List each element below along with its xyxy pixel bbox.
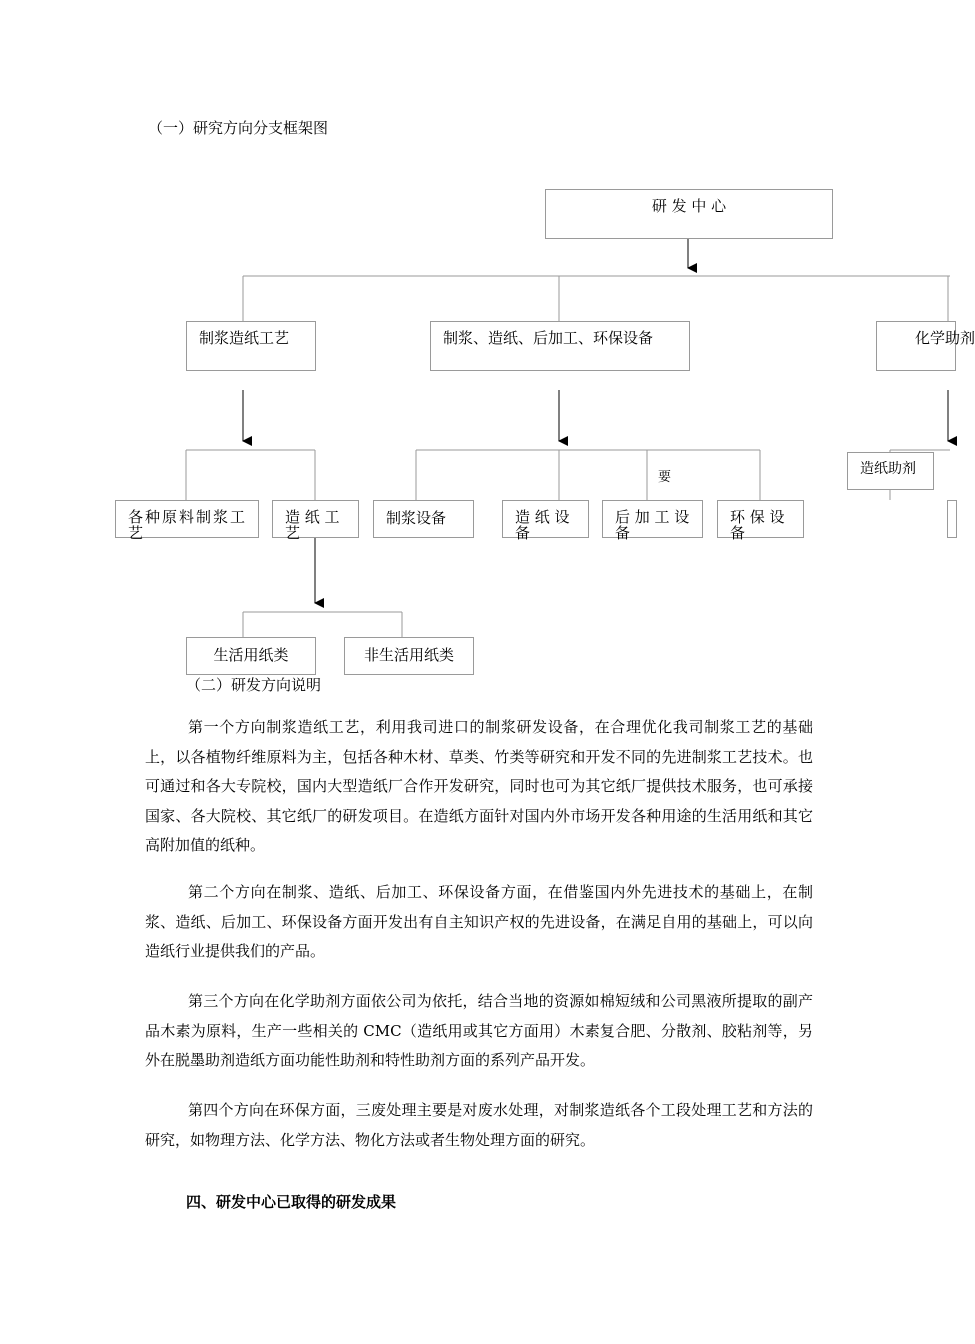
- node-household-paper: [186, 637, 316, 675]
- node-non-household-paper-label: 非生活用纸类: [363, 646, 454, 664]
- paragraph-4: 第四个方向在环保方面，三废处理主要是对废水处理，对制浆造纸各个工段处理工艺和方法的研究，如物理方法、化学方法、物化方法或者生物处理方面的研究。: [145, 1101, 813, 1149]
- node-environmental-equipment: [717, 500, 804, 542]
- node-post-processing-equipment: [602, 500, 703, 542]
- branch-equipment: [430, 321, 690, 371]
- root-node: [545, 189, 833, 239]
- node-pulping-equipment-label: 制浆设备: [386, 509, 447, 527]
- node-chemical-partial: [947, 500, 957, 538]
- section4-title: 四、研发中心已取得的研发成果: [186, 1193, 397, 1211]
- root-node-label: 研 发 中 心: [651, 197, 727, 215]
- paragraph-2: 第二个方向在制浆、造纸、后加工、环保设备方面，在借鉴国内外先进技术的基础上，在制浆、造纸、后加工、环保设备方面开发出有自主知识产权的先进设备，在满足自用的基础上，可以向造纸行业提供我们的产品。: [145, 883, 813, 960]
- branch-process-label: 制浆造纸工艺: [199, 329, 290, 347]
- section1-title: （一）研究方向分支框架图: [148, 119, 329, 137]
- node-papermaking-process: [272, 500, 359, 542]
- paragraph-3: 第三个方向在化学助剂方面依公司为依托，结合当地的资源如棉短绒和公司黑液所提取的副产品木素为原料，生产一些相关的 CMC（造纸用或其它方面用）木素复合肥、分散剂、胶粘剂等，另外在脱墨助剂造纸方面功能性助剂和特性助剂方面的系列产品开发。: [145, 992, 813, 1069]
- branch-chemical: [876, 321, 975, 371]
- node-raw-material-pulping-label: 各种原料制浆工艺: [128, 508, 248, 542]
- branch-equipment-label: 制浆、造纸、后加工、环保设备: [443, 329, 654, 347]
- node-papermaking-equipment: [502, 500, 589, 542]
- paragraph-1: 第一个方向制浆造纸工艺，利用我司进口的制浆研发设备，在合理优化我司制浆工艺的基础上，以各植物纤维原料为主，包括各种木材、草类、竹类等研究和开发不同的先进制浆工艺技术。也可通过和各大专院校，国内大型造纸厂合作开发研究，同时也可为其它纸厂提供技术服务，也可承接国家、各大院校、其它纸厂的研发项目。在造纸方面针对国内外市场开发各种用途的生活用纸和其它高附加值的纸种。: [145, 718, 813, 854]
- node-non-household-paper: [344, 637, 474, 675]
- node-household-paper-label: 生活用纸类: [213, 646, 289, 664]
- node-post-processing-equipment-label: 后 加 工 设 备: [615, 508, 690, 542]
- node-papermaking-process-label: 造 纸 工 艺: [285, 508, 340, 542]
- node-pulping-equipment: [373, 500, 474, 538]
- section2-title: （二）研发方向说明: [186, 676, 322, 694]
- branch-chemical-label: 化学助剂: [915, 329, 975, 347]
- node-raw-material-pulping: [115, 500, 259, 542]
- branch-process: [186, 321, 316, 371]
- node-papermaking-equipment-label: 造 纸 设 备: [515, 508, 570, 542]
- node-environmental-equipment-label: 环 保 设 备: [730, 508, 785, 542]
- stray-text: 要: [658, 470, 672, 485]
- node-paper-additives-label: 造纸助剂: [860, 461, 916, 477]
- node-paper-additives: [847, 452, 934, 490]
